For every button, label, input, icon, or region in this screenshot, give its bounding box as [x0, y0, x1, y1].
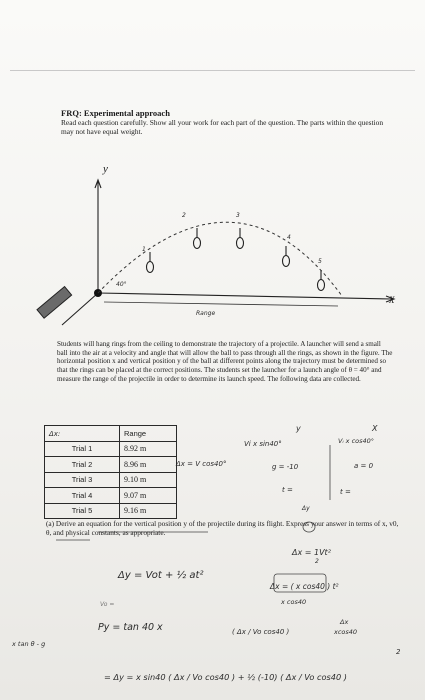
handwriting-left-margin: x tan θ - g: [12, 640, 46, 648]
handwriting-subst-1: Δx = ( x cos40 ) t²: [270, 582, 339, 591]
ring-2: [194, 238, 201, 249]
ring-number-4: 4: [287, 234, 291, 241]
range-data-table: [44, 425, 177, 519]
table-corner: Δx:: [45, 426, 120, 442]
table-row: Trial 1 8.92 m: [45, 441, 177, 457]
worksheet-title: FRQ: Experimental approach: [61, 108, 170, 118]
table-row: Trial 2 8.96 m: [45, 457, 177, 473]
table-header-range: Range: [120, 426, 177, 442]
handwriting-vo: Vo =: [100, 601, 115, 608]
handwriting-frac-1: Δx: [340, 618, 349, 626]
ring-number-1: 1: [142, 246, 146, 253]
handwriting-line-paren: ( Δx / Vo cos40 ): [232, 628, 290, 636]
y-axis-label: y: [103, 163, 108, 175]
range-arrow: [104, 302, 338, 306]
handwriting-dx: Δx = V cos40°: [176, 460, 227, 468]
ring-4: [283, 256, 290, 267]
table-row: Trial 5 9.16 m: [45, 503, 177, 519]
table-row: Trial 3 9.10 m: [45, 472, 177, 488]
x-axis: [98, 293, 392, 299]
handwriting-t-y: t =: [282, 486, 293, 494]
angle-label: 40°: [116, 281, 127, 288]
handwriting-num: 2: [396, 648, 401, 656]
handwriting-vy: Vi x sin40°: [244, 440, 282, 448]
handwriting-final-line: = Δy = x sin40 ( Δx / Vo cos40 ) + ½ (-10) ( Δx / Vo cos40 ): [104, 672, 348, 682]
handwriting-vx: Vᵢ x cos40°: [338, 437, 375, 445]
x-axis-label: X: [389, 295, 395, 305]
ring-number-2: 2: [182, 212, 186, 219]
worksheet-instructions: Read each question carefully. Show all your work for each part of the question. The parts within the question may not have equal weight.: [61, 118, 384, 137]
ring-1: [147, 262, 154, 273]
handwriting-half: 2: [315, 558, 319, 565]
handwriting-g: g = -10: [272, 463, 299, 471]
table-row: Trial 4 9.07 m: [45, 488, 177, 504]
handwriting-subst-2: x cos40: [281, 598, 307, 606]
ring-number-3: 3: [236, 212, 240, 219]
ring-5: [318, 280, 325, 291]
question-a: (a) Derive an equation for the vertical position y of the projectile during its flight. Express your answer in terms of x, v0, θ, and physical constants, as appropriate.: [46, 519, 399, 537]
range-label: Range: [196, 310, 216, 317]
launcher: [37, 287, 72, 319]
trajectory-path: [98, 222, 342, 296]
handwriting-line-tan: Py = tan 40 x: [98, 622, 163, 633]
handwriting-x-head: X: [372, 424, 378, 433]
handwriting-dy-annot: Δy: [302, 505, 310, 512]
handwriting-t-x: t =: [340, 488, 351, 496]
ring-3: [237, 238, 244, 249]
handwriting-a: a = 0: [354, 462, 374, 470]
handwriting-y-head: y: [296, 424, 301, 433]
handwriting-frac-2: xcos40: [334, 628, 358, 636]
handwriting-kinematic: Δy = Vot + ½ at²: [118, 570, 204, 581]
ring-number-5: 5: [318, 258, 322, 265]
problem-text: Students will hang rings from the ceiling to demonstrate the trajectory of a projectile. A launcher will send a small ball into the air at a velocity and angle that will allow the ball to pass through all the rings, as shown in the figure. The horizontal position x and vertical position y of the ball at different points along the trajectory must be determined so that the rings can be placed at the correct positions. The students set the launcher for a launch angle of θ = 40° and measure the range of the projectile in order to determine its launch speed. The following data are collected.: [57, 340, 393, 383]
handwriting-top-right: Δx = 1Vt²: [292, 548, 331, 557]
